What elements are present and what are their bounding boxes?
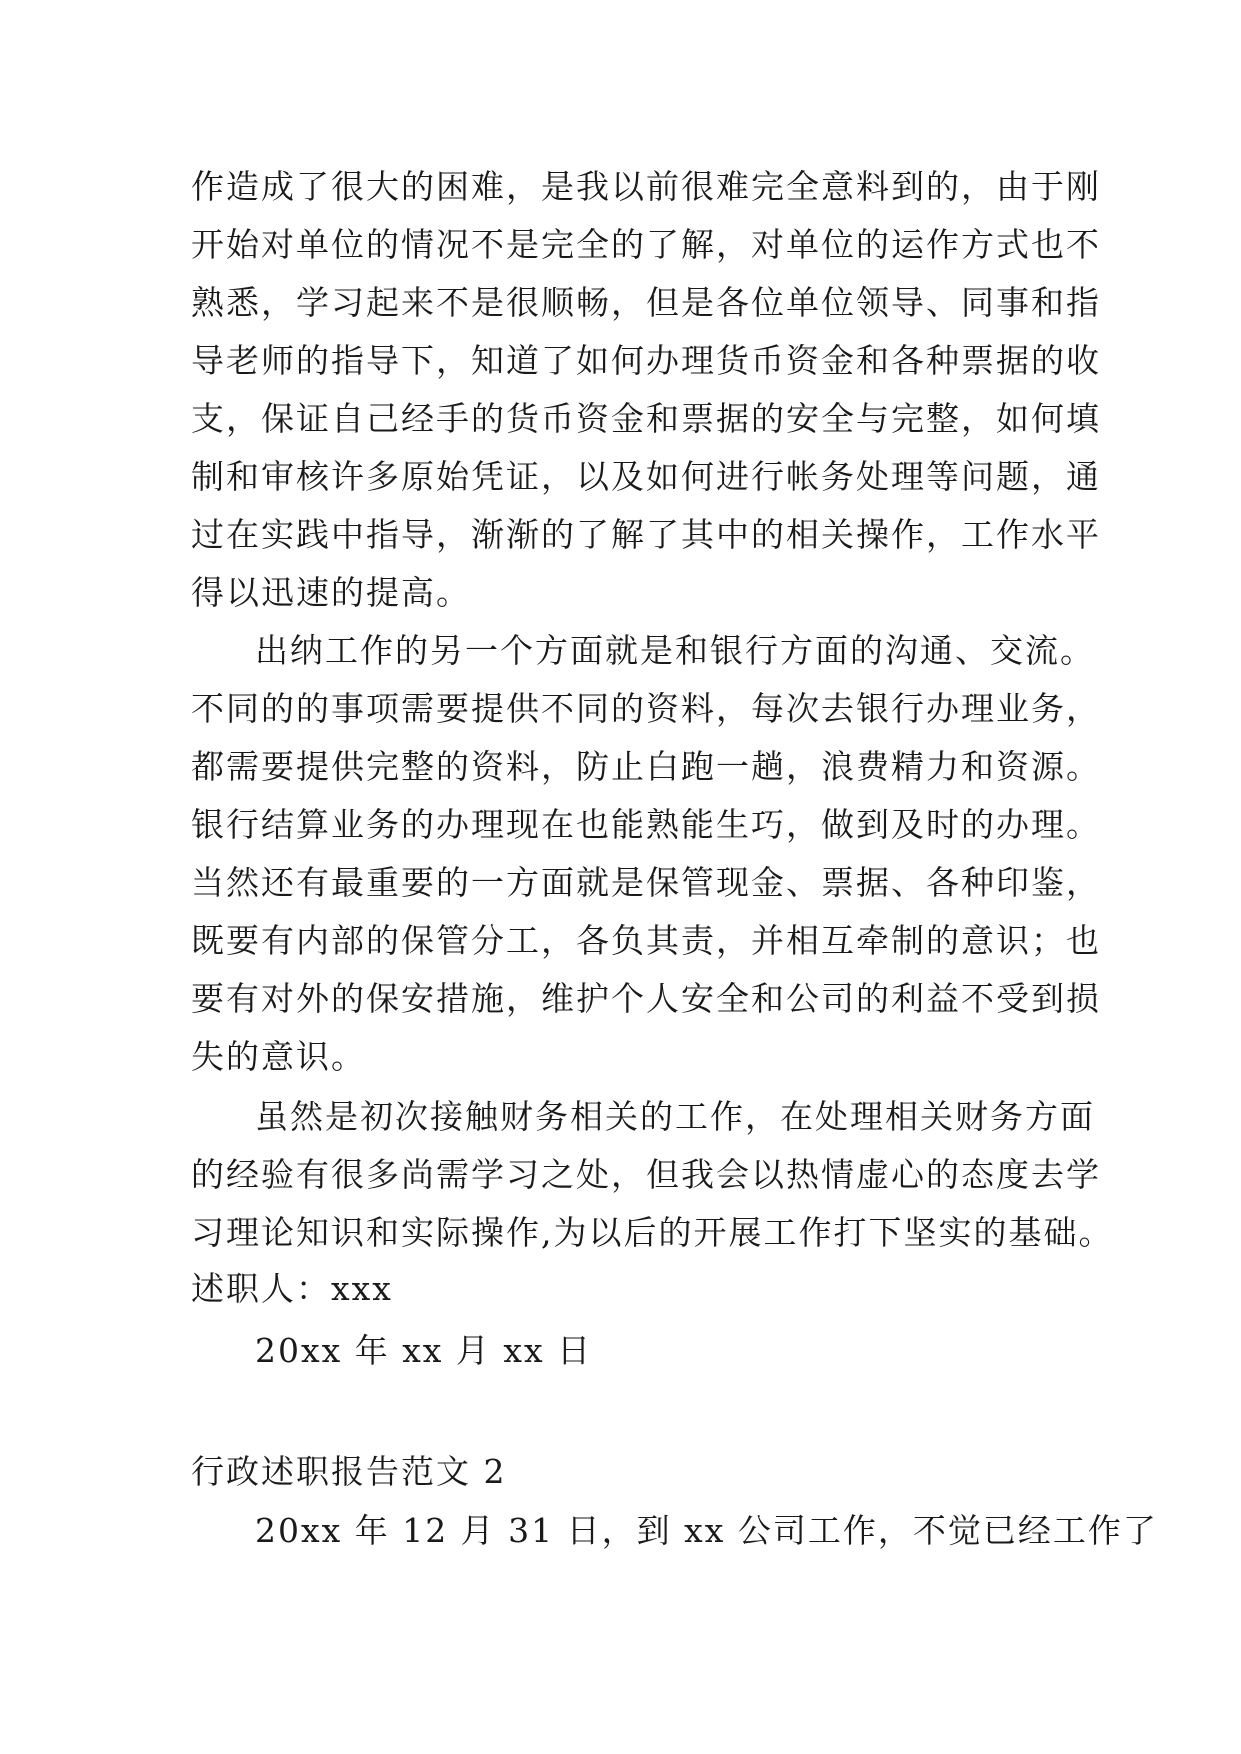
section-title: 行政述职报告范文 2 bbox=[191, 1452, 507, 1491]
signature-line: 述职人：xxx bbox=[191, 1269, 393, 1308]
text-line: 过在实践中指导，渐渐的了解了其中的相关操作，工作水平 bbox=[191, 515, 1101, 554]
text-line: 失的意识。 bbox=[191, 1037, 366, 1076]
text-line: 当然还有最重要的一方面就是保管现金、票据、各种印鉴， bbox=[191, 863, 1101, 902]
text-line: 导老师的指导下，知道了如何办理货币资金和各种票据的收 bbox=[191, 341, 1101, 380]
text-line: 习理论知识和实际操作,为以后的开展工作打下坚实的基础。 bbox=[191, 1213, 1114, 1252]
text-line: 得以迅速的提高。 bbox=[191, 573, 471, 612]
paragraph-start-line: 20xx 年 12 月 31 日，到 xx 公司工作，不觉已经工作了 bbox=[255, 1511, 1158, 1550]
text-line: 银行结算业务的办理现在也能熟能生巧，做到及时的办理。 bbox=[191, 805, 1101, 844]
paragraph-start-line: 出纳工作的另一个方面就是和银行方面的沟通、交流。 bbox=[255, 631, 1095, 670]
date-line: 20xx 年 xx 月 xx 日 bbox=[255, 1331, 593, 1370]
text-line: 都需要提供完整的资料，防止白跑一趟，浪费精力和资源。 bbox=[191, 747, 1101, 786]
text-line: 既要有内部的保管分工，各负其责，并相互牵制的意识；也 bbox=[191, 921, 1101, 960]
text-line: 开始对单位的情况不是完全的了解，对单位的运作方式也不 bbox=[191, 225, 1101, 264]
text-line: 作造成了很大的困难，是我以前很难完全意料到的，由于刚 bbox=[191, 167, 1101, 206]
text-line: 熟悉，学习起来不是很顺畅，但是各位单位领导、同事和指 bbox=[191, 283, 1101, 322]
paragraph-start-line: 虽然是初次接触财务相关的工作，在处理相关财务方面 bbox=[255, 1097, 1095, 1136]
text-line: 制和审核许多原始凭证，以及如何进行帐务处理等问题，通 bbox=[191, 457, 1101, 496]
text-line: 的经验有很多尚需学习之处，但我会以热情虚心的态度去学 bbox=[191, 1155, 1101, 1194]
text-line: 要有对外的保安措施，维护个人安全和公司的利益不受到损 bbox=[191, 979, 1101, 1018]
text-line: 不同的的事项需要提供不同的资料，每次去银行办理业务， bbox=[191, 689, 1101, 728]
text-line: 支，保证自己经手的货币资金和票据的安全与完整，如何填 bbox=[191, 399, 1101, 438]
